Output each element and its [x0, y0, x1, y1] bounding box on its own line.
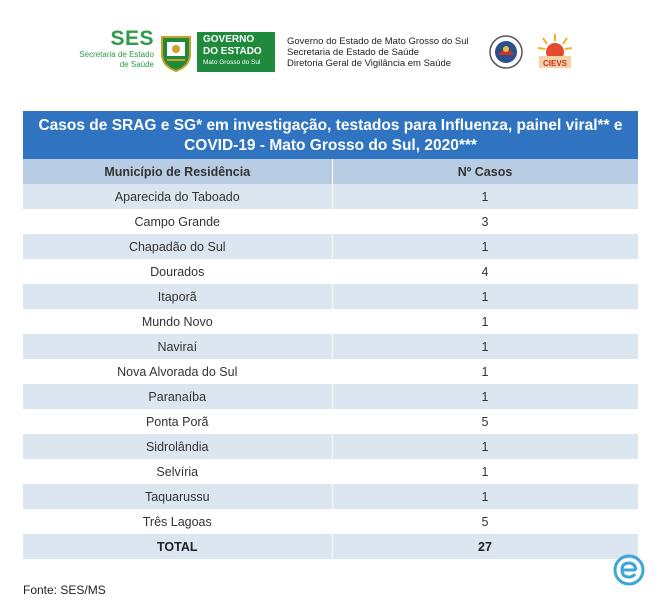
cell-casos: 5 [332, 509, 638, 534]
table-row [23, 284, 638, 309]
org-line: Governo do Estado de Mato Grosso do Sul [287, 36, 469, 47]
org-line: Diretoria Geral de Vigilância em Saúde [287, 58, 452, 69]
table-row [23, 334, 638, 359]
vigilancia-seal-icon [489, 35, 523, 69]
table-row [23, 359, 638, 384]
total-value: 27 [332, 534, 638, 559]
e-logo-icon [612, 553, 646, 587]
cell-municipio: Chapadão do Sul [23, 234, 332, 259]
cievs-logo-text: CIEVS [542, 59, 568, 68]
cell-municipio: Mundo Novo [23, 309, 332, 334]
column-header-municipio: Município de Residência [23, 159, 332, 184]
cell-casos: 1 [332, 384, 638, 409]
cell-casos: 5 [332, 409, 638, 434]
cell-municipio: Aparecida do Taboado [23, 184, 332, 209]
cell-municipio: Dourados [23, 259, 332, 284]
cell-municipio: Sidrolândia [23, 434, 332, 459]
table-row [23, 209, 638, 234]
table-row [23, 234, 638, 259]
org-line: Secretaria de Estado de Saúde [287, 47, 420, 58]
cases-table [23, 159, 639, 559]
table-row [23, 259, 638, 284]
table-total-row [23, 534, 638, 559]
total-label: TOTAL [23, 534, 332, 559]
column-header-casos: Nº Casos [332, 159, 638, 184]
cell-municipio: Campo Grande [23, 209, 332, 234]
cell-casos: 1 [332, 484, 638, 509]
cell-casos: 1 [332, 434, 638, 459]
cell-casos: 1 [332, 459, 638, 484]
cell-municipio: Naviraí [23, 334, 332, 359]
document-header [0, 0, 658, 100]
cell-casos: 1 [332, 309, 638, 334]
table-row [23, 409, 638, 434]
ses-logo [70, 28, 154, 78]
cell-municipio: Itaporã [23, 284, 332, 309]
governo-logo-line2: DO ESTADO [203, 46, 262, 57]
ses-logo-main: SES [110, 27, 154, 50]
governo-logo [197, 32, 275, 72]
organization-lines [287, 36, 469, 69]
cell-casos: 3 [332, 209, 638, 234]
table-title: Casos de SRAG e SG* em investigação, testados para Influenza, painel viral** e COVID-19 - Mato Grosso do Sul, 2020*** [23, 111, 638, 159]
cell-municipio: Nova Alvorada do Sul [23, 359, 332, 384]
cell-casos: 1 [332, 334, 638, 359]
table-row [23, 434, 638, 459]
cell-municipio: Taquarussu [23, 484, 332, 509]
table-row [23, 509, 638, 534]
table-row [23, 484, 638, 509]
cell-casos: 1 [332, 184, 638, 209]
state-crest-icon [159, 34, 193, 72]
cell-municipio: Selvíria [23, 459, 332, 484]
cell-municipio: Três Lagoas [23, 509, 332, 534]
cell-casos: 1 [332, 284, 638, 309]
cell-municipio: Ponta Porã [23, 409, 332, 434]
table-row [23, 309, 638, 334]
governo-logo-line1: GOVERNO [203, 34, 255, 45]
cell-casos: 1 [332, 234, 638, 259]
table-row [23, 184, 638, 209]
table-row [23, 459, 638, 484]
table-row [23, 384, 638, 409]
cievs-logo [535, 32, 575, 70]
sun-burst-icon [535, 32, 575, 70]
ses-logo-sub1: Secretaria de Estado [79, 50, 154, 59]
cell-casos: 1 [332, 359, 638, 384]
cell-casos: 4 [332, 259, 638, 284]
source-note: Fonte: SES/MS [23, 583, 106, 597]
table-body [23, 184, 638, 559]
table-header-row [23, 159, 638, 184]
cell-municipio: Paranaíba [23, 384, 332, 409]
cases-table-container [23, 111, 638, 559]
governo-logo-line3: Mato Grosso do Sul [203, 59, 261, 66]
ses-logo-sub2: de Saúde [119, 60, 154, 69]
